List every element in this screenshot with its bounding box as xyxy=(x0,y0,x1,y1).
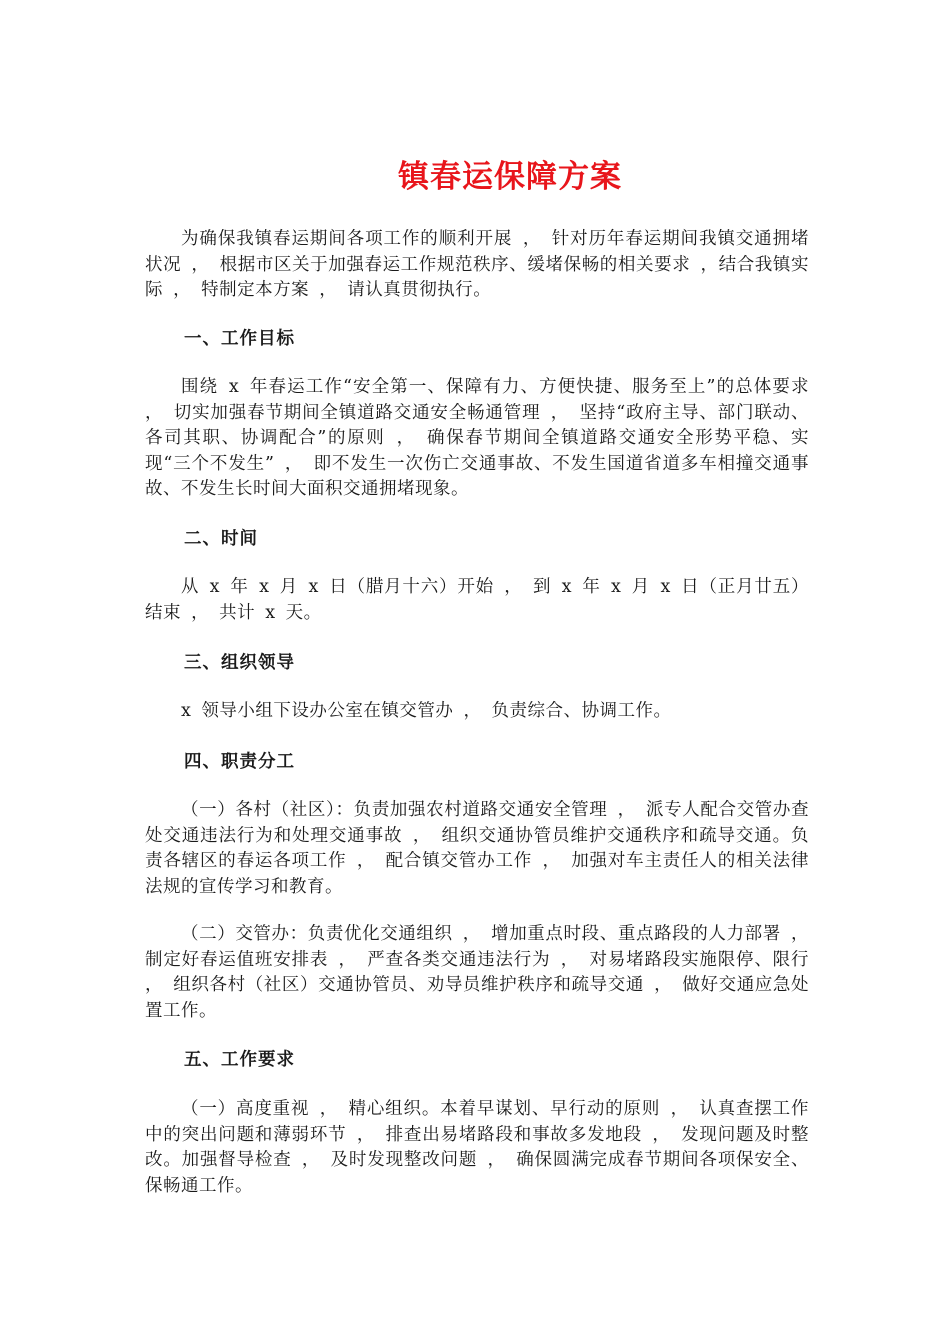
goals-paragraph: 围绕 x 年春运工作“安全第一、保障有力、方便快捷、服务至上”的总体要求 ， 切实加强春节期间全镇道路交通安全畅通管理 ， 坚持“政府主导、部门联动、各司其职、协调配合”的原则 ， 确保春节期间全镇道路交通安全形势平稳、实现“三个不发生” ， 即不发生一次伤亡交通事故、不发生国道省道多车相撞交通事故、不发生长时间大面积交通拥堵现象。 xyxy=(145,377,809,499)
requirements-paragraph: （一）高度重视 ， 精心组织。本着早谋划、早行动的原则 ， 认真查摆工作中的突出问题和薄弱环节 ， 排查出易堵路段和事故多发地段 ， 发现问题及时整改。加强督导检查 ， 及时发现整改问题 ， 确保圆满完成春节期间各项保安全、保畅通工作。 xyxy=(145,1099,809,1196)
time-paragraph: 从 x 年 x 月 x 日（腊月十六）开始 ， 到 x 年 x 月 x 日（正月廿五）结束 ， 共计 x 天。 xyxy=(145,577,809,623)
section-heading-duties: 四、职责分工 xyxy=(184,752,295,772)
duties-paragraph-traffic-office: （二）交管办：负责优化交通组织 ， 增加重点时段、重点路段的人力部署 ， 制定好春运值班安排表 ， 严查各类交通违法行为 ， 对易堵路段实施限停、限行 ， 组织各村（社区）交通协管员、劝导员维护秩序和疏导交通 ， 做好交通应急处置工作。 xyxy=(145,924,809,1021)
section-heading-goals: 一、工作目标 xyxy=(184,329,295,349)
section-heading-time: 二、时间 xyxy=(184,529,258,549)
leadership-paragraph: x 领导小组下设办公室在镇交管办 ， 负责综合、协调工作。 xyxy=(181,701,672,721)
section-heading-leadership: 三、组织领导 xyxy=(184,653,295,673)
section-heading-requirements: 五、工作要求 xyxy=(184,1050,295,1070)
intro-paragraph: 为确保我镇春运期间各项工作的顺利开展 ， 针对历年春运期间我镇交通拥堵状况 ， 根据市区关于加强春运工作规范秩序、缓堵保畅的相关要求 ，结合我镇实际 ， 特制定本方案 ， 请认真贯彻执行。 xyxy=(145,229,809,300)
duties-paragraph-villages: （一）各村（社区）：负责加强农村道路交通安全管理 ， 派专人配合交管办查处交通违法行为和处理交通事故 ， 组织交通协管员维护交通秩序和疏导交通。负责各辖区的春运各项工作 ， 配合镇交管办工作 ， 加强对车主责任人的相关法律法规的宣传学习和教育。 xyxy=(145,800,809,897)
document-title: 镇春运保障方案 xyxy=(398,159,622,195)
